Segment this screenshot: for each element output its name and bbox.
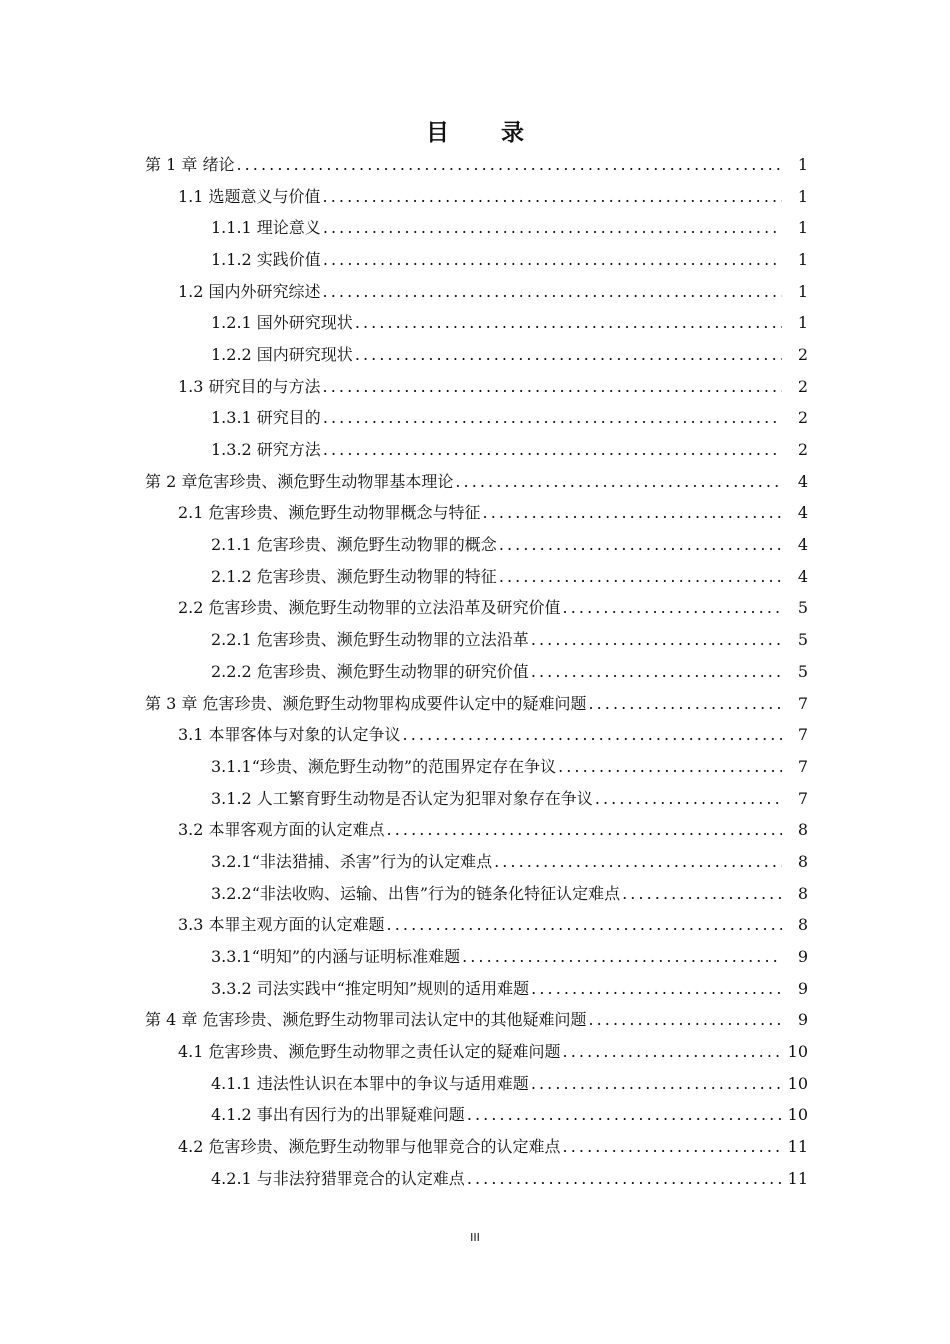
toc-leader-dots — [355, 313, 782, 333]
toc-entry-label: 1.3 研究目的与方法 — [178, 376, 321, 396]
toc-entry-label: 1.2.2 国内研究现状 — [211, 344, 353, 364]
toc-entry-label: 4.1.1 违法性认识在本罪中的争议与适用难题 — [211, 1073, 529, 1093]
toc-entry-label: 2.1.2 危害珍贵、濒危野生动物罪的特征 — [211, 566, 497, 586]
toc-leader-dots — [467, 1105, 782, 1125]
toc-entry-label: 2.1 危害珍贵、濒危野生动物罪概念与特征 — [178, 503, 481, 523]
toc-entry[interactable] — [0, 181, 950, 213]
toc-leader-dots — [588, 694, 782, 714]
toc-entry-page-number: 1 — [797, 218, 808, 238]
toc-entry-page-number: 7 — [797, 788, 808, 808]
toc-entry-page-number: 7 — [797, 693, 808, 713]
toc-entry-label: 3.2.1“非法猎捕、杀害”行为的认定难点 — [211, 851, 493, 871]
toc-leader-dots — [323, 408, 782, 428]
toc-entry-label: 3.2 本罪客观方面的认定难点 — [178, 820, 385, 840]
toc-leader-dots — [323, 282, 782, 302]
toc-entry-label: 3.1.1“珍贵、濒危野生动物”的范围界定存在争议 — [211, 756, 557, 776]
toc-entry-label: 1.1.1 理论意义 — [211, 218, 321, 238]
toc-entry[interactable] — [0, 276, 950, 308]
toc-entry-label: 2.2.1 危害珍贵、濒危野生动物罪的立法沿革 — [211, 630, 529, 650]
toc-leader-dots — [236, 155, 782, 175]
toc-entry[interactable] — [0, 212, 950, 244]
toc-entry-page-number: 5 — [797, 630, 808, 650]
toc-entry[interactable] — [0, 1068, 950, 1100]
toc-entry-label: 1.1 选题意义与价值 — [178, 186, 321, 206]
toc-entry-page-number: 8 — [797, 915, 808, 935]
toc-entry[interactable] — [0, 593, 950, 625]
toc-leader-dots — [323, 440, 782, 460]
toc-entry[interactable] — [0, 307, 950, 339]
toc-entry-label: 3.3.2 司法实践中“推定明知”规则的适用难题 — [211, 978, 530, 998]
toc-entry[interactable] — [0, 941, 950, 973]
toc-entry-page-number: 1 — [797, 249, 808, 269]
toc-entry-page-number: 10 — [787, 1042, 808, 1062]
toc-entry[interactable] — [0, 434, 950, 466]
toc-entry[interactable] — [0, 814, 950, 846]
toc-entry-label: 3.2.2“非法收购、运输、出售”行为的链条化特征认定难点 — [211, 883, 621, 903]
toc-entry-label: 4.1.2 事出有因行为的出罪疑难问题 — [211, 1105, 465, 1125]
toc-entry-label: 2.2 危害珍贵、濒危野生动物罪的立法沿革及研究价值 — [178, 598, 561, 618]
toc-entry-page-number: 11 — [787, 1168, 808, 1188]
toc-entry-label: 4.1 危害珍贵、濒危野生动物罪之责任认定的疑难问题 — [178, 1042, 561, 1062]
toc-entry[interactable] — [0, 1163, 950, 1195]
toc-entry-page-number: 2 — [797, 376, 808, 396]
toc-entry-page-number: 10 — [787, 1105, 808, 1125]
toc-entry-label: 1.2 国内外研究综述 — [178, 281, 321, 301]
toc-entry-label: 1.2.1 国外研究现状 — [211, 313, 353, 333]
table-of-contents — [0, 149, 950, 1195]
toc-entry[interactable] — [0, 783, 950, 815]
toc-leader-dots — [558, 757, 782, 777]
toc-entry-label: 3.3 本罪主观方面的认定难题 — [178, 915, 385, 935]
toc-entry-page-number: 8 — [797, 883, 808, 903]
toc-entry[interactable] — [0, 910, 950, 942]
page-title: 目 录 — [425, 120, 546, 146]
toc-entry-page-number: 1 — [797, 154, 808, 174]
toc-leader-dots — [462, 947, 782, 967]
toc-leader-dots — [455, 472, 782, 492]
toc-entry-label: 第 1 章 绪论 — [145, 154, 235, 174]
toc-leader-dots — [387, 820, 782, 840]
toc-entry-page-number: 9 — [797, 947, 808, 967]
toc-leader-dots — [588, 1010, 782, 1030]
toc-entry[interactable] — [0, 846, 950, 878]
toc-entry-label: 第 4 章 危害珍贵、濒危野生动物罪司法认定中的其他疑难问题 — [145, 1010, 587, 1030]
toc-leader-dots — [622, 884, 782, 904]
toc-entry-page-number: 4 — [797, 471, 808, 491]
toc-entry[interactable] — [0, 1100, 950, 1132]
toc-entry-label: 2.2.2 危害珍贵、濒危野生动物罪的研究价值 — [211, 661, 529, 681]
toc-entry[interactable] — [0, 656, 950, 688]
toc-leader-dots — [563, 598, 782, 618]
toc-leader-dots — [403, 725, 782, 745]
toc-entry[interactable] — [0, 1131, 950, 1163]
toc-leader-dots — [595, 789, 782, 809]
toc-entry[interactable] — [0, 878, 950, 910]
toc-entry-page-number: 5 — [797, 661, 808, 681]
toc-entry[interactable] — [0, 529, 950, 561]
page-number: III — [470, 1231, 480, 1244]
toc-leader-dots — [499, 567, 782, 587]
toc-entry-label: 1.3.1 研究目的 — [211, 408, 321, 428]
toc-leader-dots — [531, 979, 782, 999]
toc-leader-dots — [387, 915, 782, 935]
toc-entry-page-number: 11 — [787, 1137, 808, 1157]
toc-entry-page-number: 4 — [797, 566, 808, 586]
toc-entry-label: 第 2 章危害珍贵、濒危野生动物罪基本理论 — [145, 471, 454, 491]
toc-entry[interactable] — [0, 244, 950, 276]
toc-entry-page-number: 5 — [797, 598, 808, 618]
toc-leader-dots — [323, 218, 782, 238]
toc-entry-page-number: 8 — [797, 851, 808, 871]
toc-leader-dots — [531, 662, 782, 682]
toc-entry-page-number: 7 — [797, 756, 808, 776]
toc-entry-page-number: 2 — [797, 408, 808, 428]
toc-entry[interactable] — [0, 149, 950, 181]
toc-leader-dots — [323, 187, 782, 207]
toc-entry-page-number: 4 — [797, 535, 808, 555]
toc-entry-page-number: 8 — [797, 820, 808, 840]
toc-leader-dots — [494, 852, 782, 872]
toc-entry[interactable] — [0, 1005, 950, 1037]
toc-leader-dots — [499, 535, 782, 555]
toc-entry-label: 2.1.1 危害珍贵、濒危野生动物罪的概念 — [211, 535, 497, 555]
toc-entry-label: 3.3.1“明知”的内涵与证明标准难题 — [211, 947, 461, 967]
toc-entry-label: 1.3.2 研究方法 — [211, 440, 321, 460]
toc-entry[interactable] — [0, 339, 950, 371]
toc-leader-dots — [355, 345, 782, 365]
toc-entry-label: 4.2 危害珍贵、濒危野生动物罪与他罪竞合的认定难点 — [178, 1137, 561, 1157]
toc-entry-page-number: 1 — [797, 281, 808, 301]
toc-leader-dots — [531, 630, 782, 650]
toc-leader-dots — [563, 1137, 782, 1157]
toc-entry-page-number: 1 — [797, 313, 808, 333]
toc-entry-page-number: 2 — [797, 440, 808, 460]
toc-entry-label: 4.2.1 与非法狩猎罪竞合的认定难点 — [211, 1168, 465, 1188]
toc-entry[interactable] — [0, 403, 950, 435]
toc-entry-page-number: 9 — [797, 1010, 808, 1030]
toc-entry-page-number: 7 — [797, 725, 808, 745]
toc-leader-dots — [467, 1169, 782, 1189]
toc-leader-dots — [563, 1042, 782, 1062]
toc-leader-dots — [483, 503, 782, 523]
toc-entry[interactable] — [0, 561, 950, 593]
toc-entry[interactable] — [0, 624, 950, 656]
toc-entry[interactable] — [0, 371, 950, 403]
toc-entry[interactable] — [0, 688, 950, 720]
toc-entry-page-number: 2 — [797, 344, 808, 364]
toc-entry[interactable] — [0, 751, 950, 783]
toc-leader-dots — [323, 250, 782, 270]
toc-entry[interactable] — [0, 1036, 950, 1068]
toc-entry-label: 1.1.2 实践价值 — [211, 249, 321, 269]
toc-entry-page-number: 4 — [797, 503, 808, 523]
toc-leader-dots — [323, 377, 782, 397]
toc-entry[interactable] — [0, 466, 950, 498]
toc-entry-page-number: 9 — [797, 978, 808, 998]
toc-entry[interactable] — [0, 973, 950, 1005]
toc-entry-page-number: 1 — [797, 186, 808, 206]
toc-leader-dots — [531, 1074, 782, 1094]
toc-entry-label: 第 3 章 危害珍贵、濒危野生动物罪构成要件认定中的疑难问题 — [145, 693, 587, 713]
toc-entry-page-number: 10 — [787, 1073, 808, 1093]
toc-entry-label: 3.1 本罪客体与对象的认定争议 — [178, 725, 401, 745]
toc-entry-label: 3.1.2 人工繁育野生动物是否认定为犯罪对象存在争议 — [211, 788, 593, 808]
toc-entry[interactable] — [0, 719, 950, 751]
toc-entry[interactable] — [0, 498, 950, 530]
